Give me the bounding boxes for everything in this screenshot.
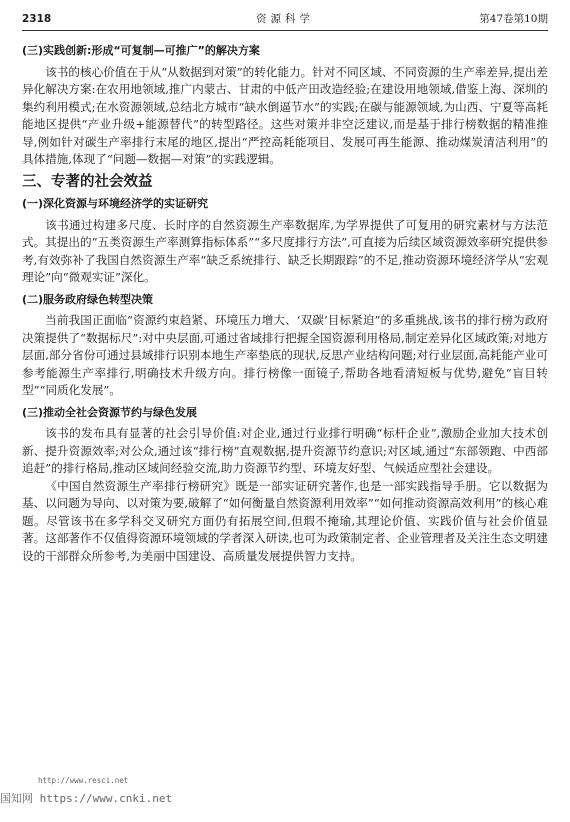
section-heading: (二)服务政府绿色转型决策: [22, 292, 154, 306]
journal-name: 资源科学: [256, 13, 314, 25]
section-heading: (三)实践创新:形成“可复制—可推广”的解决方案: [22, 44, 260, 57]
page-header: [22, 10, 548, 28]
article-body: [22, 38, 548, 565]
header-rule: [22, 30, 548, 31]
paragraph: 《中国自然资源生产率排行榜研究》既是一部实证研究著作,也是一部实践指导手册。它以数据为基、以问题为导向、以对策为要,破解了“如何衡量自然资源利用效率”“如何推动资源高效利用”的核心难题。尽管该书在多学科交叉研究方面仍有拓展空间,但瑕不掩瑜,其理论价值、实践价值与社会价值显著。这部著作不仅值得资源环境领域的学者深入研读,也可为政策制定者、企业管理者及关注生态文明建设的干部群众所参考,为美丽中国建设、高质量发展提供智力支持。: [22, 478, 548, 563]
paragraph: 该书的发布具有显著的社会引导价值:对企业,通过行业排行明确“标杆企业”,激励企业加大技术创新、提升资源效率;对公众,通过该“排行榜”直观数据,提升资源节约意识;对区域,通过“东部领跑、中西部追赶”的排行格局,推动区域间经验交流,助力资源节约型、环境友好型、气候适应型社会建设。: [22, 426, 548, 475]
section-heading: (一)深化资源与环境经济学的实证研究: [22, 197, 209, 210]
page-number: 2318: [22, 13, 52, 25]
paragraph: 该书的核心价值在于从“从数据到对策”的转化能力。针对不同区域、不同资源的生产率差异,提出差异化解决方案:在农用地领域,推广内蒙古、甘肃的中低产田改造经验;在建设用地领域,借鉴上海、深圳的集约利用模式;在水资源领域,总结北方城市“缺水倒逼节水”的实践;在碳与能源领域,为山西、宁夏等高耗能地区提供“产业升级+能源替代”的转型路径。这些对策并非空泛建议,而是基于排行榜数据的精准推导,例如针对碳生产率排行末尾的地区,提出“严控高耗能项目、发展可再生能源、推动煤炭清洁利用”的具体措施,体现了“问题—数据—对策”的实践逻辑。: [22, 64, 548, 166]
chapter-heading: 三、专著的社会效益: [22, 173, 153, 190]
watermark-main: 国知网 https://www.cnki.net: [0, 792, 173, 805]
paragraph: 该书通过构建多尺度、长时序的自然资源生产率数据库,为学界提供了可复用的研究素材与方法范式。其提出的“五类资源生产率测算指标体系”“多尺度排行方法”,可直接为后续区域资源效率研究提供参考,有效弥补了我国自然资源生产率“缺乏系统排行、缺乏长期跟踪”的不足,推动资源环境经济学从“宏观理论”向“微观实证”深化。: [22, 217, 548, 284]
volume-issue: 第47卷第10期: [479, 13, 548, 25]
paragraph: 当前我国正面临“资源约束趋紧、环境压力增大、‘双碳’目标紧迫”的多重挑战,该书的排行榜为政府决策提供了“数据标尺”:对中央层面,可通过省域排行把握全国资源利用格局,制定差异化区域政策;对地方层面,部分省份可通过县域排行识别本地生产率垫底的现状,反思产业结构问题;对行业层面,高耗能产业可参考能源生产率排行,明确技术升级方向。排行榜像一面镜子,帮助各地看清短板与优势,避免“盲目转型”“同质化发展”。: [22, 313, 548, 397]
section-heading: (三)推动全社会资源节约与绿色发展: [22, 405, 198, 419]
watermark-small-url: http://www.resci.net: [38, 776, 129, 785]
